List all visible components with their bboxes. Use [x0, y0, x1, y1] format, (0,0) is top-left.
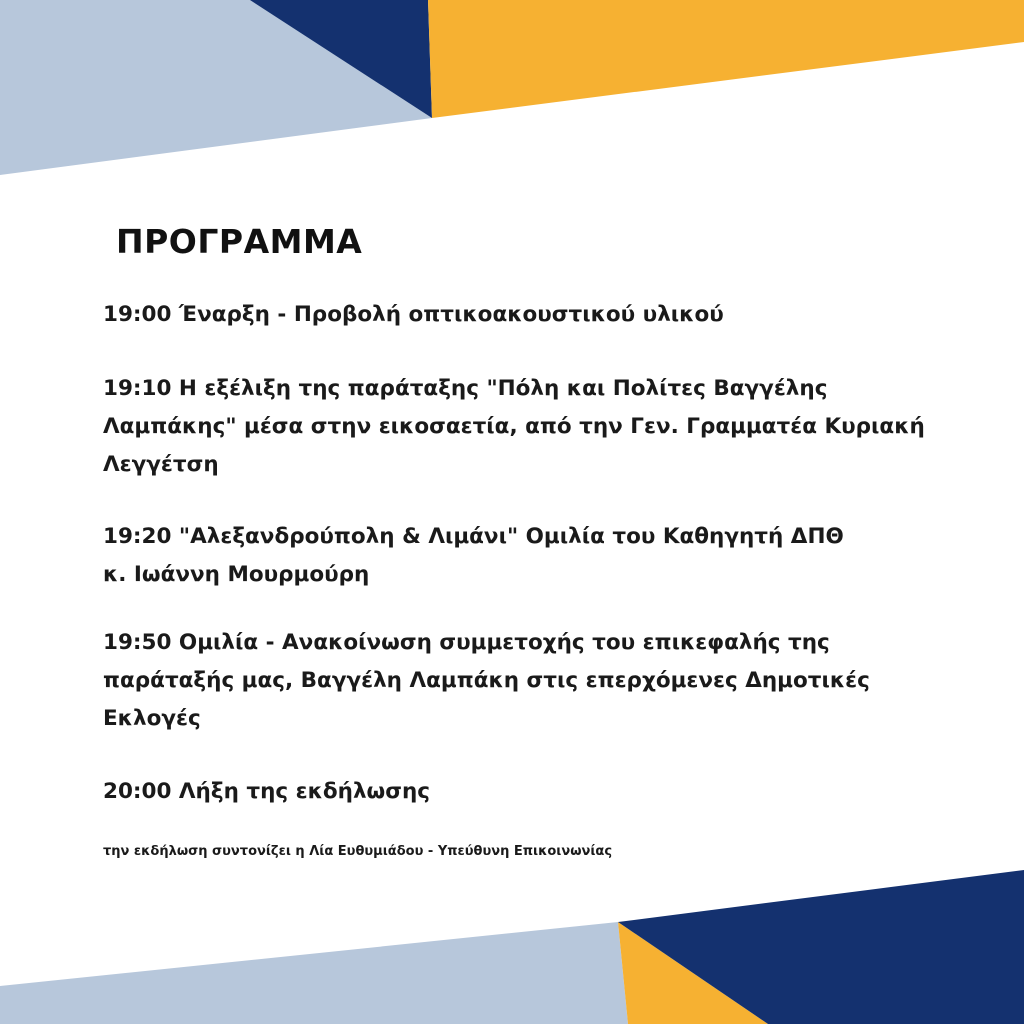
- bottom-light-blue-shape: [0, 922, 628, 1024]
- schedule-line: 19:00 Έναρξη - Προβολή οπτικοακουστικού υλικού: [103, 302, 724, 327]
- schedule-line: 19:10 Η εξέλιξη της παράταξης "Πόλη και Πολίτες Βαγγέλης: [103, 376, 828, 401]
- page-title: ΠΡΟΓΡΑΜΜΑ: [116, 222, 363, 261]
- schedule-line: Λεγγέτση: [103, 452, 219, 477]
- schedule-item-1920: [103, 518, 844, 594]
- top-gold-shape: [428, 0, 1024, 118]
- schedule-item-1900: [103, 296, 724, 334]
- schedule-line: 19:20 "Αλεξανδρούπολη & Λιμάνι" Ομιλία του Καθηγητή ΔΠΘ: [103, 524, 844, 549]
- schedule-line: παράταξής μας, Βαγγέλη Λαμπάκη στις επερχόμενες Δημοτικές: [103, 668, 870, 693]
- moderator-credit: την εκδήλωση συντονίζει η Λία Ευθυμιάδου - Υπεύθυνη Επικοινωνίας: [103, 844, 613, 859]
- schedule-item-1910: [103, 370, 925, 484]
- schedule-line: 19:50 Ομιλία - Ανακοίνωση συμμετοχής του επικεφαλής της: [103, 630, 830, 655]
- schedule-line: Λαμπάκης" μέσα στην εικοσαετία, από την Γεν. Γραμματέα Κυριακή: [103, 414, 925, 439]
- schedule-line: 20:00 Λήξη της εκδήλωσης: [103, 779, 431, 804]
- schedule-line: Εκλογές: [103, 706, 201, 731]
- schedule-item-2000: [103, 773, 430, 811]
- schedule-item-1950: [103, 624, 870, 738]
- schedule-line: κ. Ιωάννη Μουρμούρη: [103, 562, 370, 587]
